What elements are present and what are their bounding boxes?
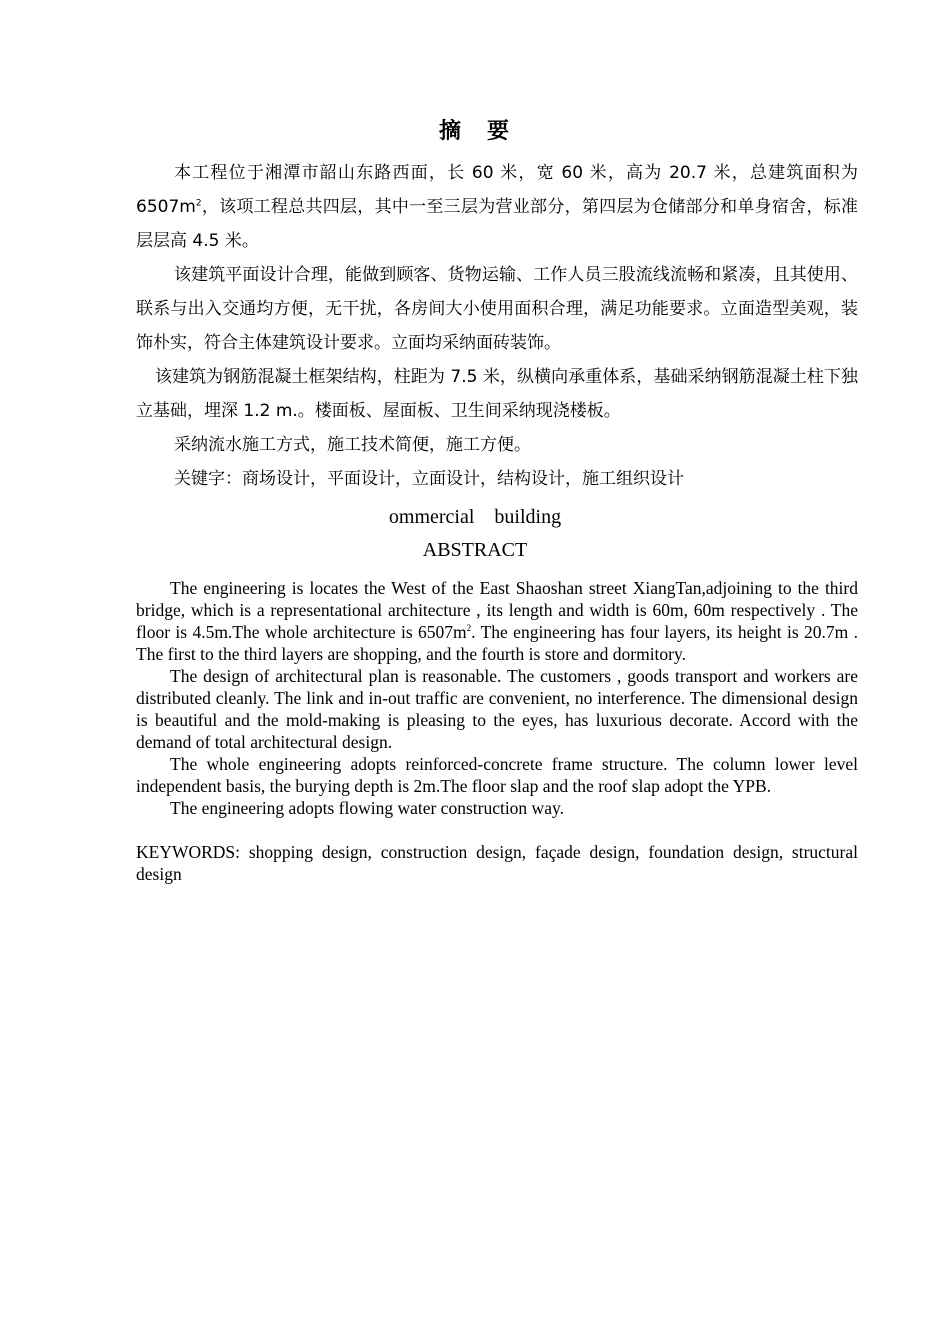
en-paragraph-4: The engineering adopts flowing water construction way.: [170, 798, 564, 818]
cn-paragraph-1-text: 本工程位于湘潭市韶山东路西面，长 60 米，宽 60 米，高为 20.7 米，总建筑面积为6507m: [136, 163, 858, 217]
english-abstract-body: [136, 577, 858, 885]
cn-paragraph-1: [136, 156, 858, 258]
english-subtitle: ommercial building: [388, 506, 562, 528]
en-paragraph-1-text: The engineering is locates the West of the East Shaoshan street XiangTan,adjoining to the third bridge, which is a representational architecture , its length and width is 60m, 60m respectively . The floor is 4.5m.The whole architecture is 6507m: [136, 578, 858, 642]
en-paragraph-2: The design of architectural plan is reasonable. The customers , goods transport and workers are distributed cleanly. The link and in-out traffic are convenient, no interference. The dimensional design is beautiful and the mold-making is pleasing to the eyes, has luxurious decorate. Accord with the demand of total architectural design.: [136, 666, 858, 752]
cn-paragraph-1-text-cont: ，该项工程总共四层，其中一至三层为营业部分，第四层为仓储部分和单身宿舍，标准层层高 4.5 米。: [136, 197, 858, 251]
en-paragraph-1-text-cont: . The engineering has four layers, its height is 20.7m . The first to the third layers are shopping, and the fourth is store and dormitory.: [136, 622, 858, 664]
en-keywords: KEYWORDS: shopping design, construction design, façade design, foundation design, structural design: [136, 842, 858, 884]
en-paragraph-1-superscript: 2: [466, 623, 472, 634]
cn-keywords: 关键字：商场设计，平面设计，立面设计，结构设计，施工组织设计: [174, 469, 684, 489]
english-abstract-title: ABSTRACT: [422, 539, 528, 561]
cn-paragraph-2: 该建筑平面设计合理，能做到顾客、货物运输、工作人员三股流线流畅和紧凑，且其使用、联系与出入交通均方便，无干扰，各房间大小使用面积合理，满足功能要求。立面造型美观，装饰朴实，符合主体建筑设计要求。立面均采纳面砖装饰。: [136, 265, 858, 353]
en-paragraph-1: [136, 577, 858, 665]
en-paragraph-3: The whole engineering adopts reinforced-concrete frame structure. The column lower level independent basis, the burying depth is 2m.The floor slap and the roof slap adopt the YPB.: [136, 754, 858, 796]
cn-paragraph-1-superscript: 2: [195, 198, 202, 209]
chinese-abstract-title: 摘 要: [438, 119, 511, 144]
cn-paragraph-4: 采纳流水施工方式，施工技术简便，施工方便。: [174, 435, 531, 455]
chinese-abstract-body: [136, 156, 858, 496]
cn-paragraph-3: 该建筑为钢筋混凝土框架结构，柱距为 7.5 米，纵横向承重体系，基础采纳钢筋混凝土柱下独立基础，埋深 1.2 m.。楼面板、屋面板、卫生间采纳现浇楼板。: [136, 367, 858, 421]
